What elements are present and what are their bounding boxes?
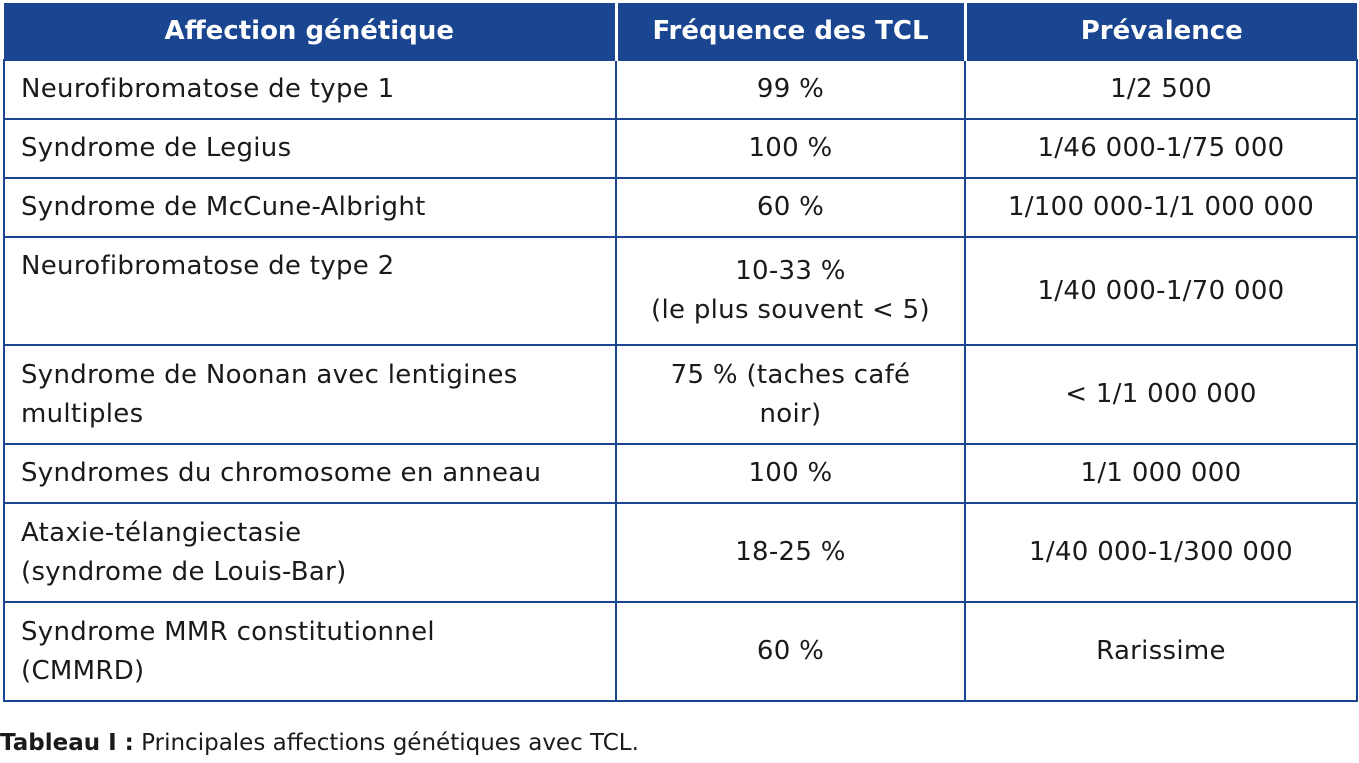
cell-affection: Neurofibromatose de type 1 — [4, 60, 616, 119]
header-affection: Affection génétique — [4, 3, 616, 60]
cell-affection: Syndromes du chromosome en anneau — [4, 444, 616, 503]
cell-frequence: 60 % — [616, 602, 965, 701]
cell-frequence: 100 % — [616, 119, 965, 178]
cell-prevalence: 1/40 000-1/300 000 — [965, 503, 1357, 602]
table-caption — [0, 730, 639, 756]
cell-affection: Syndrome de Noonan avec lentigines multiples — [4, 345, 616, 444]
cell-prevalence: 1/46 000-1/75 000 — [965, 119, 1357, 178]
table-row — [4, 178, 1357, 237]
cell-prevalence: Rarissime — [965, 602, 1357, 701]
header-prevalence: Prévalence — [965, 3, 1357, 60]
cell-frequence: 100 % — [616, 444, 965, 503]
cell-frequence: 99 % — [616, 60, 965, 119]
header-frequence: Fréquence des TCL — [616, 3, 965, 60]
cell-frequence: 60 % — [616, 178, 965, 237]
table-row — [4, 119, 1357, 178]
cell-prevalence: 1/2 500 — [965, 60, 1357, 119]
caption-text: Principales affections génétiques avec TCL. — [141, 730, 639, 756]
genetic-conditions-table — [3, 3, 1358, 702]
cell-prevalence: 1/1 000 000 — [965, 444, 1357, 503]
cell-affection: Neurofibromatose de type 2 — [4, 237, 616, 345]
table-row — [4, 602, 1357, 701]
table-row — [4, 503, 1357, 602]
cell-affection: Syndrome de Legius — [4, 119, 616, 178]
cell-affection: Syndrome MMR constitutionnel (CMMRD) — [4, 602, 616, 701]
cell-frequence: 75 % (taches café noir) — [616, 345, 965, 444]
cell-frequence: 10-33 % (le plus souvent < 5) — [616, 237, 965, 345]
cell-affection: Ataxie-télangiectasie (syndrome de Louis-Bar) — [4, 503, 616, 602]
cell-affection: Syndrome de McCune-Albright — [4, 178, 616, 237]
cell-prevalence: 1/40 000-1/70 000 — [965, 237, 1357, 345]
cell-frequence: 18-25 % — [616, 503, 965, 602]
table-row — [4, 60, 1357, 119]
table-row — [4, 444, 1357, 503]
table-header-row — [4, 3, 1357, 60]
table-row — [4, 345, 1357, 444]
cell-prevalence: 1/100 000-1/1 000 000 — [965, 178, 1357, 237]
table-row — [4, 237, 1357, 345]
caption-label: Tableau I : — [0, 730, 134, 756]
cell-prevalence: < 1/1 000 000 — [965, 345, 1357, 444]
